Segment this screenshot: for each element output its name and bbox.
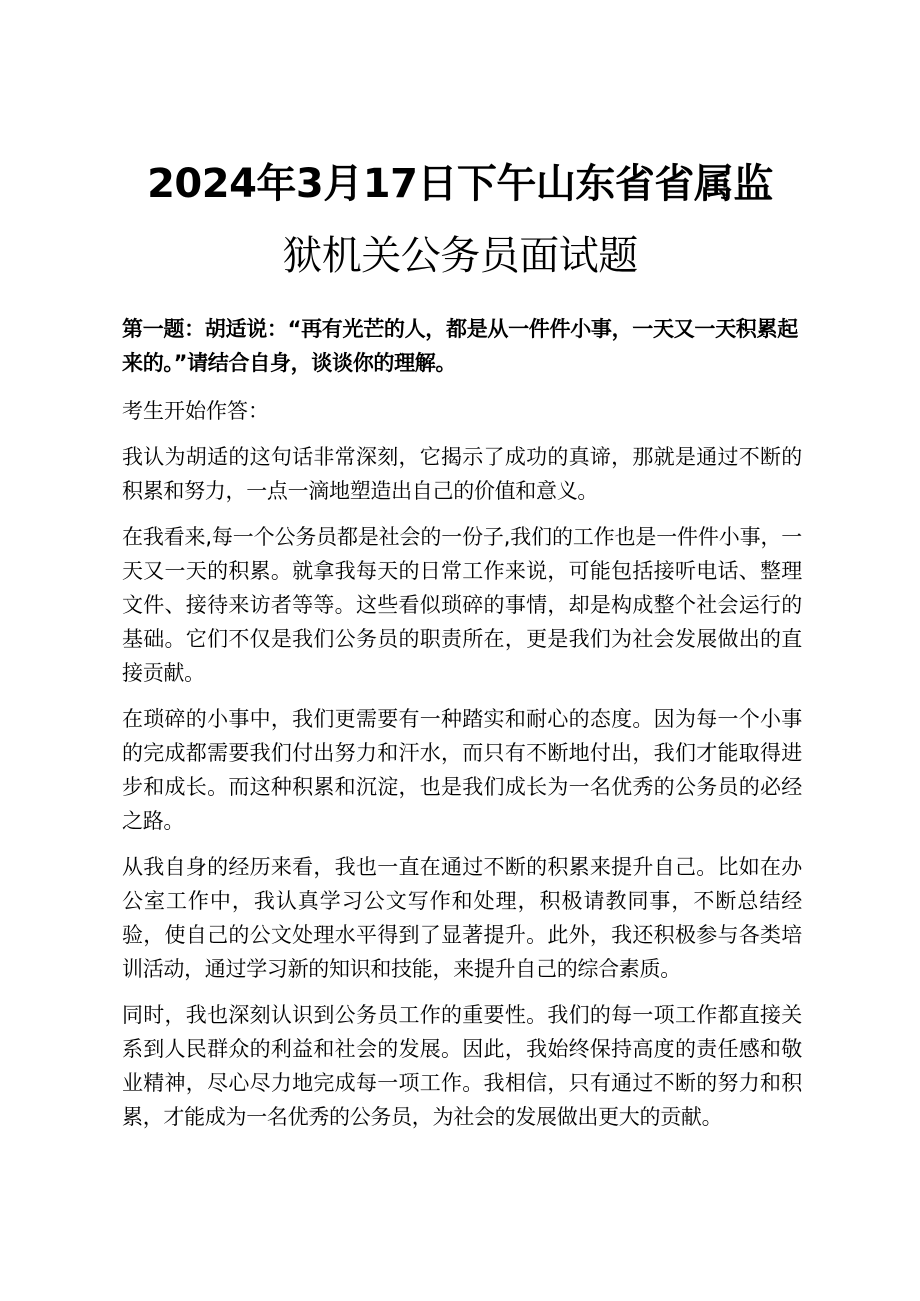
answer-paragraph-3: 在琐碎的小事中，我们更需要有一种踏实和耐心的态度。因为每一个小事的完成都需要我们付出努力和汗水，而只有不断地付出，我们才能取得进步和成长。而这种积累和沉淀，也是我们成长为一名优秀的公务员的必经之路。 xyxy=(122,707,802,833)
answer-paragraph-4: 从我自身的经历来看，我也一直在通过不断的积累来提升自己。比如在办公室工作中，我认真学习公文写作和处理，积极请教同事，不断总结经验，使自己的公文处理水平得到了显著提升。此外，我还积极参与各类培训活动，通过学习新的知识和技能，来提升自己的综合素质。 xyxy=(122,855,802,981)
answer-paragraph-2: 在我看来,每一个公务员都是社会的一份子,我们的工作也是一件件小事，一天又一天的积累。就拿我每天的日常工作来说，可能包括接听电话、整理文件、接待来访者等等。这些看似琐碎的事情，却是构成整个社会运行的基础。它们不仅是我们公务员的职责所在，更是我们为社会发展做出的直接贡献。 xyxy=(122,525,802,685)
answer-paragraph-1: 我认为胡适的这句话非常深刻，它揭示了成功的真谛，那就是通过不断的积累和努力，一点一滴地塑造出自己的价值和意义。 xyxy=(122,445,802,503)
answer-lead: 考生开始作答： xyxy=(122,399,269,423)
document-body xyxy=(122,312,802,1146)
question-text: 第一题：胡适说：“再有光芒的人，都是从一件件小事，一天又一天积累起来的。”请结合自身，谈谈你的理解。 xyxy=(122,317,798,375)
document-title-line-1: 2024年3月17日下午山东省省属监 xyxy=(147,161,773,207)
answer-paragraph-5: 同时，我也深刻认识到公务员工作的重要性。我们的每一项工作都直接关系到人民群众的利益和社会的发展。因此，我始终保持高度的责任感和敬业精神，尽心尽力地完成每一项工作。我相信，只有通过不断的努力和积累，才能成为一名优秀的公务员，为社会的发展做出更大的贡献。 xyxy=(122,1003,802,1129)
document-title-line-2: 狱机关公务员面试题 xyxy=(282,233,638,279)
